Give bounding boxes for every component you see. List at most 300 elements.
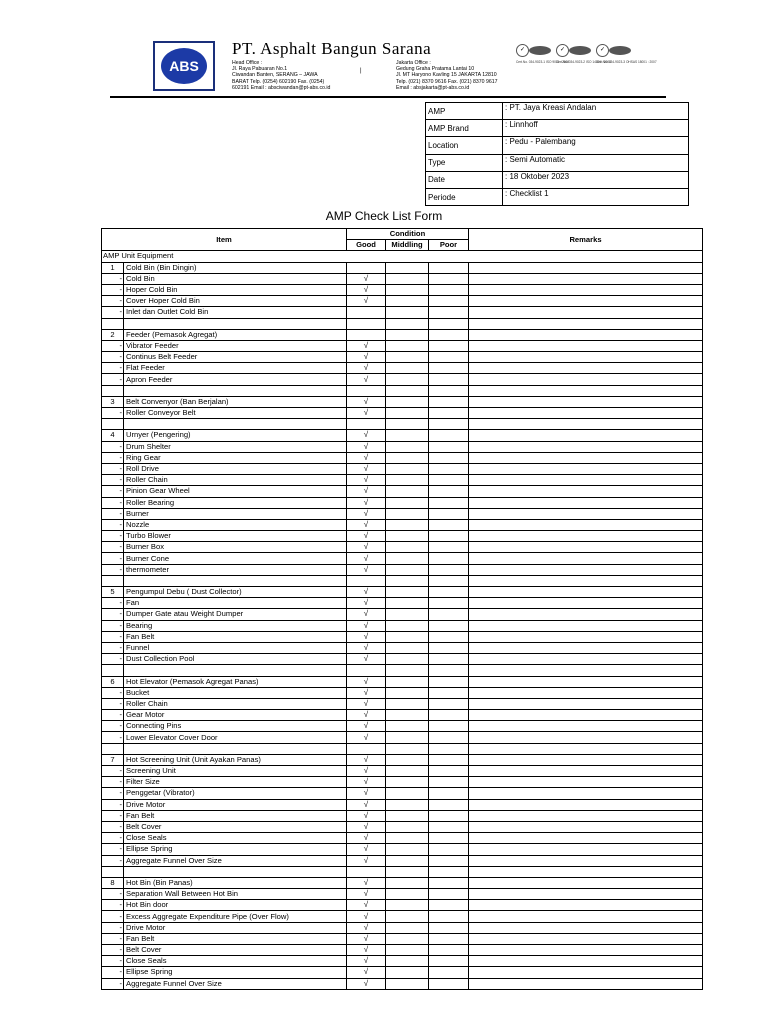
remarks-cell[interactable] — [469, 486, 703, 497]
remarks-cell[interactable] — [469, 284, 703, 295]
cond-poor[interactable] — [429, 833, 469, 844]
cond-middling[interactable] — [386, 340, 429, 351]
cond-middling[interactable] — [386, 844, 429, 855]
kan-oval-icon — [609, 46, 631, 55]
remarks-cell[interactable] — [469, 374, 703, 385]
cond-middling[interactable] — [386, 754, 429, 765]
remarks-cell[interactable] — [469, 463, 703, 474]
cond-good[interactable]: √ — [347, 945, 386, 956]
cond-poor[interactable] — [429, 687, 469, 698]
remarks-cell[interactable] — [469, 788, 703, 799]
item-name: Gear Motor — [124, 710, 347, 721]
item-name: Nozzle — [124, 519, 347, 530]
cond-poor[interactable] — [429, 967, 469, 978]
remarks-cell[interactable] — [469, 721, 703, 732]
remarks-cell[interactable] — [469, 777, 703, 788]
cond-middling[interactable] — [386, 911, 429, 922]
item-row — [102, 374, 703, 385]
cond-poor[interactable] — [429, 911, 469, 922]
info-key: Periode — [426, 188, 503, 205]
spacer-row — [102, 866, 703, 877]
cond-good[interactable]: √ — [347, 889, 386, 900]
cond-poor[interactable] — [429, 564, 469, 575]
item-bullet: - — [102, 721, 124, 732]
cond-middling[interactable] — [386, 273, 429, 284]
item-row — [102, 721, 703, 732]
cond-good[interactable]: √ — [347, 687, 386, 698]
cond-middling[interactable] — [386, 430, 429, 441]
cond-poor[interactable] — [429, 497, 469, 508]
remarks-cell[interactable] — [469, 497, 703, 508]
cond-middling[interactable] — [386, 967, 429, 978]
cond-middling[interactable] — [386, 810, 429, 821]
cond-good[interactable]: √ — [347, 810, 386, 821]
cond-middling[interactable] — [386, 553, 429, 564]
remarks-cell[interactable] — [469, 452, 703, 463]
cond-good[interactable]: √ — [347, 620, 386, 631]
remarks-cell[interactable] — [469, 855, 703, 866]
cond-poor[interactable] — [429, 430, 469, 441]
cond-middling[interactable] — [386, 598, 429, 609]
cond-middling[interactable] — [386, 833, 429, 844]
remarks-cell[interactable] — [469, 262, 703, 273]
cond-poor[interactable] — [429, 284, 469, 295]
cond-good[interactable]: √ — [347, 542, 386, 553]
item-bullet: - — [102, 408, 124, 419]
item-row — [102, 889, 703, 900]
remarks-cell[interactable] — [469, 564, 703, 575]
item-row — [102, 609, 703, 620]
remarks-cell[interactable] — [469, 766, 703, 777]
cond-good[interactable]: √ — [347, 967, 386, 978]
remarks-cell[interactable] — [469, 945, 703, 956]
item-bullet: - — [102, 542, 124, 553]
cond-middling[interactable] — [386, 956, 429, 967]
cond-poor[interactable] — [429, 519, 469, 530]
section-title: Hot Screening Unit (Unit Ayakan Panas) — [124, 754, 347, 765]
section-row — [102, 329, 703, 340]
cond-poor[interactable] — [429, 945, 469, 956]
cond-poor[interactable] — [429, 922, 469, 933]
cond-poor[interactable] — [429, 799, 469, 810]
cond-middling[interactable] — [386, 933, 429, 944]
cond-poor[interactable] — [429, 587, 469, 598]
cond-middling[interactable] — [386, 463, 429, 474]
cond-middling[interactable] — [386, 352, 429, 363]
section-number: 6 — [102, 676, 124, 687]
remarks-cell[interactable] — [469, 531, 703, 542]
remarks-cell[interactable] — [469, 654, 703, 665]
section-row — [102, 430, 703, 441]
remarks-cell[interactable] — [469, 273, 703, 284]
remarks-cell[interactable] — [469, 687, 703, 698]
cond-poor[interactable] — [429, 396, 469, 407]
remarks-cell[interactable] — [469, 329, 703, 340]
cond-middling[interactable] — [386, 631, 429, 642]
cond-good[interactable]: √ — [347, 531, 386, 542]
cond-good[interactable]: √ — [347, 732, 386, 743]
cond-good[interactable] — [347, 307, 386, 318]
cond-poor[interactable] — [429, 363, 469, 374]
item-row — [102, 408, 703, 419]
cond-poor[interactable] — [429, 329, 469, 340]
remarks-cell[interactable] — [469, 396, 703, 407]
cond-good[interactable]: √ — [347, 564, 386, 575]
cond-good[interactable]: √ — [347, 821, 386, 832]
cond-poor[interactable] — [429, 631, 469, 642]
cond-good[interactable]: √ — [347, 766, 386, 777]
item-name: thermometer — [124, 564, 347, 575]
cond-good[interactable]: √ — [347, 553, 386, 564]
remarks-cell[interactable] — [469, 956, 703, 967]
cond-middling[interactable] — [386, 777, 429, 788]
item-name: Aggregate Funnel Over Size — [124, 978, 347, 989]
cond-middling[interactable] — [386, 475, 429, 486]
section-number: 5 — [102, 587, 124, 598]
cond-middling[interactable] — [386, 698, 429, 709]
cond-good[interactable]: √ — [347, 900, 386, 911]
remarks-cell[interactable] — [469, 363, 703, 374]
cond-good[interactable]: √ — [347, 754, 386, 765]
cond-good[interactable]: √ — [347, 631, 386, 642]
remarks-cell[interactable] — [469, 340, 703, 351]
cond-good[interactable]: √ — [347, 408, 386, 419]
cond-middling[interactable] — [386, 766, 429, 777]
remarks-cell[interactable] — [469, 967, 703, 978]
item-name: Close Seals — [124, 956, 347, 967]
item-bullet: - — [102, 810, 124, 821]
cond-good[interactable]: √ — [347, 497, 386, 508]
cond-poor[interactable] — [429, 441, 469, 452]
remarks-cell[interactable] — [469, 889, 703, 900]
cond-good[interactable]: √ — [347, 777, 386, 788]
cond-middling[interactable] — [386, 564, 429, 575]
remarks-cell[interactable] — [469, 307, 703, 318]
remarks-cell[interactable] — [469, 810, 703, 821]
cond-good[interactable]: √ — [347, 284, 386, 295]
company-name: PT. Asphalt Bangun Sarana — [232, 39, 432, 58]
item-bullet: - — [102, 922, 124, 933]
remarks-cell[interactable] — [469, 833, 703, 844]
cond-poor[interactable] — [429, 698, 469, 709]
remarks-cell[interactable] — [469, 911, 703, 922]
cond-good[interactable]: √ — [347, 956, 386, 967]
cond-middling[interactable] — [386, 732, 429, 743]
cond-good[interactable] — [347, 329, 386, 340]
cond-poor[interactable] — [429, 296, 469, 307]
cond-middling[interactable] — [386, 922, 429, 933]
cond-middling[interactable] — [386, 654, 429, 665]
cond-poor[interactable] — [429, 978, 469, 989]
cond-middling[interactable] — [386, 307, 429, 318]
cond-good[interactable]: √ — [347, 698, 386, 709]
cond-good[interactable]: √ — [347, 710, 386, 721]
cond-poor[interactable] — [429, 676, 469, 687]
cond-good[interactable]: √ — [347, 642, 386, 653]
cond-middling[interactable] — [386, 262, 429, 273]
cond-middling[interactable] — [386, 821, 429, 832]
remarks-cell[interactable] — [469, 877, 703, 888]
cond-middling[interactable] — [386, 363, 429, 374]
cond-poor[interactable] — [429, 821, 469, 832]
cond-middling[interactable] — [386, 296, 429, 307]
badge-icon: ✓ — [596, 44, 609, 57]
cond-poor[interactable] — [429, 766, 469, 777]
remarks-cell[interactable] — [469, 598, 703, 609]
cond-middling[interactable] — [386, 877, 429, 888]
item-row — [102, 620, 703, 631]
cond-good[interactable] — [347, 262, 386, 273]
cond-middling[interactable] — [386, 855, 429, 866]
remarks-cell[interactable] — [469, 732, 703, 743]
cond-middling[interactable] — [386, 889, 429, 900]
cond-poor[interactable] — [429, 262, 469, 273]
item-name: Drum Shelter — [124, 441, 347, 452]
remarks-cell[interactable] — [469, 754, 703, 765]
cond-poor[interactable] — [429, 810, 469, 821]
cond-good[interactable]: √ — [347, 721, 386, 732]
cond-middling[interactable] — [386, 452, 429, 463]
remarks-cell[interactable] — [469, 710, 703, 721]
item-bullet: - — [102, 911, 124, 922]
cond-good[interactable]: √ — [347, 519, 386, 530]
cond-good[interactable]: √ — [347, 855, 386, 866]
item-name: Bucket — [124, 687, 347, 698]
info-key: AMP Brand — [426, 120, 503, 137]
cond-good[interactable]: √ — [347, 911, 386, 922]
cond-middling[interactable] — [386, 486, 429, 497]
cond-poor[interactable] — [429, 654, 469, 665]
cond-middling[interactable] — [386, 374, 429, 385]
info-value: : Checklist 1 — [503, 188, 689, 205]
cond-poor[interactable] — [429, 553, 469, 564]
item-row — [102, 967, 703, 978]
cond-middling[interactable] — [386, 900, 429, 911]
cond-poor[interactable] — [429, 855, 469, 866]
spacer-row — [102, 419, 703, 430]
cond-good[interactable]: √ — [347, 452, 386, 463]
cond-poor[interactable] — [429, 777, 469, 788]
cond-middling[interactable] — [386, 609, 429, 620]
remarks-cell[interactable] — [469, 620, 703, 631]
cond-middling[interactable] — [386, 519, 429, 530]
jakarta-office-address: Jakarta Office : Gedung Graha Pratama Lantai 10 Jl. MT Haryono Kavling 15 JAKARTA 12810 Telp. (021) 8370 9616 Fax. (021) 8370 9617 Email : absjakarta@pt-abs.co.id — [396, 60, 498, 91]
cond-poor[interactable] — [429, 340, 469, 351]
item-name: Drive Motor — [124, 799, 347, 810]
cond-poor[interactable] — [429, 273, 469, 284]
cond-poor[interactable] — [429, 956, 469, 967]
item-bullet: - — [102, 363, 124, 374]
remarks-cell[interactable] — [469, 296, 703, 307]
cond-good[interactable]: √ — [347, 609, 386, 620]
remarks-cell[interactable] — [469, 922, 703, 933]
cond-poor[interactable] — [429, 475, 469, 486]
remarks-cell[interactable] — [469, 642, 703, 653]
remarks-cell[interactable] — [469, 519, 703, 530]
cond-middling[interactable] — [386, 408, 429, 419]
remarks-cell[interactable] — [469, 609, 703, 620]
cond-middling[interactable] — [386, 508, 429, 519]
cond-middling[interactable] — [386, 642, 429, 653]
info-key: Date — [426, 171, 503, 188]
item-bullet: - — [102, 273, 124, 284]
cond-poor[interactable] — [429, 889, 469, 900]
cond-middling[interactable] — [386, 676, 429, 687]
cond-poor[interactable] — [429, 754, 469, 765]
item-name: Ring Gear — [124, 452, 347, 463]
cond-middling[interactable] — [386, 788, 429, 799]
cond-poor[interactable] — [429, 307, 469, 318]
item-row — [102, 698, 703, 709]
cond-middling[interactable] — [386, 396, 429, 407]
item-row — [102, 654, 703, 665]
cond-good[interactable]: √ — [347, 933, 386, 944]
item-bullet: - — [102, 821, 124, 832]
cond-poor[interactable] — [429, 620, 469, 631]
remarks-cell[interactable] — [469, 430, 703, 441]
cond-good[interactable]: √ — [347, 844, 386, 855]
info-row — [426, 154, 689, 171]
remarks-cell[interactable] — [469, 799, 703, 810]
remarks-cell[interactable] — [469, 631, 703, 642]
remarks-cell[interactable] — [469, 553, 703, 564]
cond-middling[interactable] — [386, 799, 429, 810]
cond-middling[interactable] — [386, 587, 429, 598]
cond-good[interactable]: √ — [347, 833, 386, 844]
item-row — [102, 956, 703, 967]
cond-poor[interactable] — [429, 609, 469, 620]
remarks-cell[interactable] — [469, 933, 703, 944]
item-row — [102, 531, 703, 542]
cond-middling[interactable] — [386, 329, 429, 340]
item-bullet: - — [102, 833, 124, 844]
cond-good[interactable]: √ — [347, 430, 386, 441]
remarks-cell[interactable] — [469, 821, 703, 832]
item-row — [102, 475, 703, 486]
cond-good[interactable]: √ — [347, 799, 386, 810]
remarks-cell[interactable] — [469, 978, 703, 989]
cond-good[interactable]: √ — [347, 877, 386, 888]
cond-poor[interactable] — [429, 844, 469, 855]
cond-good[interactable]: √ — [347, 374, 386, 385]
cond-poor[interactable] — [429, 900, 469, 911]
cond-middling[interactable] — [386, 978, 429, 989]
cond-good[interactable]: √ — [347, 273, 386, 284]
cond-good[interactable]: √ — [347, 508, 386, 519]
section-title: Hot Elevator (Pemasok Agregat Panas) — [124, 676, 347, 687]
item-name: Belt Cover — [124, 945, 347, 956]
cond-good[interactable]: √ — [347, 788, 386, 799]
cond-middling[interactable] — [386, 497, 429, 508]
cond-poor[interactable] — [429, 642, 469, 653]
cond-poor[interactable] — [429, 542, 469, 553]
item-name: Bearing — [124, 620, 347, 631]
cond-good[interactable]: √ — [347, 352, 386, 363]
cond-middling[interactable] — [386, 620, 429, 631]
cert-iso14001: ✓ Cert.No. 034-9023-2 ISO 14001 : 2004 — [556, 44, 594, 56]
info-row — [426, 171, 689, 188]
cond-middling[interactable] — [386, 542, 429, 553]
section-row — [102, 587, 703, 598]
cond-good[interactable]: √ — [347, 441, 386, 452]
cond-good[interactable]: √ — [347, 654, 386, 665]
remarks-cell[interactable] — [469, 587, 703, 598]
item-row — [102, 598, 703, 609]
cond-poor[interactable] — [429, 352, 469, 363]
cond-good[interactable]: √ — [347, 922, 386, 933]
item-name: Connecting Pins — [124, 721, 347, 732]
cond-middling[interactable] — [386, 945, 429, 956]
section-title: Pengumpul Debu ( Dust Collector) — [124, 587, 347, 598]
item-row — [102, 642, 703, 653]
cond-good[interactable]: √ — [347, 340, 386, 351]
cond-poor[interactable] — [429, 877, 469, 888]
item-name: Roller Chain — [124, 475, 347, 486]
item-name: Burner — [124, 508, 347, 519]
cond-poor[interactable] — [429, 933, 469, 944]
cond-good[interactable]: √ — [347, 296, 386, 307]
cond-middling[interactable] — [386, 531, 429, 542]
cond-poor[interactable] — [429, 463, 469, 474]
cond-poor[interactable] — [429, 710, 469, 721]
cond-middling[interactable] — [386, 441, 429, 452]
cond-poor[interactable] — [429, 508, 469, 519]
cond-good[interactable]: √ — [347, 978, 386, 989]
cond-good[interactable]: √ — [347, 475, 386, 486]
cond-poor[interactable] — [429, 531, 469, 542]
cond-good[interactable]: √ — [347, 463, 386, 474]
item-bullet: - — [102, 978, 124, 989]
cond-good[interactable]: √ — [347, 587, 386, 598]
remarks-cell[interactable] — [469, 676, 703, 687]
item-row — [102, 911, 703, 922]
remarks-cell[interactable] — [469, 441, 703, 452]
cond-poor[interactable] — [429, 721, 469, 732]
cond-poor[interactable] — [429, 452, 469, 463]
cond-poor[interactable] — [429, 732, 469, 743]
remarks-cell[interactable] — [469, 352, 703, 363]
item-name: Fan Belt — [124, 631, 347, 642]
cond-poor[interactable] — [429, 788, 469, 799]
cond-good[interactable]: √ — [347, 396, 386, 407]
cond-poor[interactable] — [429, 486, 469, 497]
remarks-cell[interactable] — [469, 900, 703, 911]
cond-good[interactable]: √ — [347, 486, 386, 497]
cond-good[interactable]: √ — [347, 363, 386, 374]
section-title: Cold Bin (Bin Dingin) — [124, 262, 347, 273]
item-name: Hoper Cold Bin — [124, 284, 347, 295]
cond-poor[interactable] — [429, 598, 469, 609]
cond-middling[interactable] — [386, 710, 429, 721]
section-row — [102, 396, 703, 407]
remarks-cell[interactable] — [469, 844, 703, 855]
remarks-cell[interactable] — [469, 542, 703, 553]
cond-poor[interactable] — [429, 374, 469, 385]
cond-good[interactable]: √ — [347, 676, 386, 687]
remarks-cell[interactable] — [469, 475, 703, 486]
item-name: Funnel — [124, 642, 347, 653]
cond-good[interactable]: √ — [347, 598, 386, 609]
cond-poor[interactable] — [429, 408, 469, 419]
remarks-cell[interactable] — [469, 508, 703, 519]
remarks-cell[interactable] — [469, 698, 703, 709]
cond-middling[interactable] — [386, 721, 429, 732]
item-name: Filter Size — [124, 777, 347, 788]
cond-middling[interactable] — [386, 284, 429, 295]
item-bullet: - — [102, 508, 124, 519]
remarks-cell[interactable] — [469, 408, 703, 419]
cond-middling[interactable] — [386, 687, 429, 698]
